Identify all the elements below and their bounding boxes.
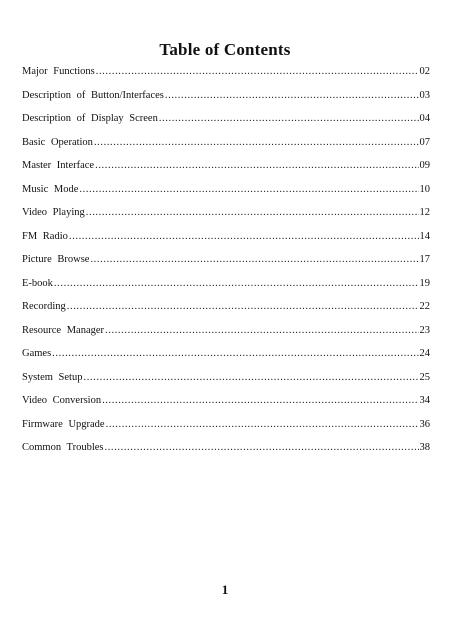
toc-entry-common-troubles[interactable] — [22, 442, 430, 466]
toc-entry-page: 10 — [419, 183, 430, 195]
toc-entry-label: E-book — [22, 277, 53, 289]
toc-entry-basic-operation[interactable] — [22, 137, 430, 161]
toc-entry-page: 23 — [419, 324, 430, 336]
toc-leader-dots — [165, 90, 419, 101]
toc-entry-page: 07 — [419, 136, 430, 148]
toc-entry-page: 09 — [419, 160, 430, 171]
toc-entry-major-functions[interactable] — [22, 66, 430, 90]
toc-entry-video-conversion[interactable] — [22, 395, 430, 419]
toc-leader-dots — [52, 348, 418, 359]
toc-entry-label: Recording — [22, 301, 66, 312]
toc-entry-recording[interactable] — [22, 301, 430, 325]
toc-leader-dots — [67, 301, 419, 312]
toc-entry-master-interface[interactable] — [22, 160, 430, 184]
toc-entry-video-playing[interactable] — [22, 207, 430, 231]
toc-leader-dots — [105, 325, 418, 336]
toc-entry-label: Common Troubles — [22, 442, 104, 453]
toc-entry-games[interactable] — [22, 348, 430, 372]
toc-entry-page: 38 — [419, 442, 430, 453]
toc-entry-description-of-button-interfaces[interactable] — [22, 90, 430, 114]
toc-leader-dots — [106, 419, 419, 430]
toc-entry-page: 02 — [419, 66, 430, 77]
toc-entry-label: Description of Display Screen — [22, 113, 158, 124]
toc-entry-page: 17 — [419, 254, 430, 265]
toc-list — [22, 66, 430, 466]
toc-entry-page: 36 — [419, 418, 430, 430]
toc-entry-page: 12 — [419, 207, 430, 218]
toc-entry-label: Firmware Upgrade — [22, 418, 105, 430]
toc-leader-dots — [94, 137, 419, 148]
toc-entry-label: System Setup — [22, 371, 83, 383]
toc-leader-dots — [79, 184, 418, 195]
toc-entry-label: Video Playing — [22, 207, 85, 218]
toc-entry-resource-manager[interactable] — [22, 325, 430, 349]
toc-leader-dots — [104, 442, 418, 453]
toc-entry-page: 03 — [419, 89, 430, 101]
toc-entry-page: 22 — [419, 301, 430, 312]
page-number: 1 — [221, 582, 229, 597]
toc-entry-fm-radio[interactable] — [22, 231, 430, 255]
toc-entry-label: Description of Button/Interfaces — [22, 89, 164, 101]
toc-leader-dots — [95, 160, 418, 171]
toc-entry-page: 14 — [419, 230, 430, 242]
toc-entry-picture-browse[interactable] — [22, 254, 430, 278]
toc-entry-label: Video Conversion — [22, 395, 102, 406]
toc-entry-label: Resource Manager — [22, 324, 105, 336]
toc-entry-page: 04 — [419, 113, 430, 124]
toc-entry-e-book[interactable] — [22, 278, 430, 302]
toc-entry-description-of-display-screen[interactable] — [22, 113, 430, 137]
toc-entry-label: Picture Browse — [22, 254, 90, 265]
toc-entry-page: 25 — [419, 371, 430, 383]
toc-entry-label: Master Interface — [22, 160, 95, 171]
toc-entry-label: Games — [22, 348, 52, 359]
toc-entry-music-mode[interactable] — [22, 184, 430, 208]
toc-leader-dots — [102, 395, 418, 406]
page-title: Table of Contents — [159, 40, 291, 59]
toc-entry-page: 24 — [419, 348, 430, 359]
toc-leader-dots — [159, 113, 419, 124]
toc-leader-dots — [83, 372, 418, 383]
toc-leader-dots — [69, 231, 419, 242]
toc-leader-dots — [54, 278, 419, 289]
toc-entry-system-setup[interactable] — [22, 372, 430, 396]
toc-entry-label: FM Radio — [22, 230, 68, 242]
toc-entry-label: Major Functions — [22, 66, 95, 77]
toc-leader-dots — [86, 207, 419, 218]
toc-entry-label: Basic Operation — [22, 136, 93, 148]
toc-entry-label: Music Mode — [22, 183, 79, 195]
toc-entry-page: 19 — [419, 277, 430, 289]
toc-leader-dots — [90, 254, 418, 265]
toc-entry-firmware-upgrade[interactable] — [22, 419, 430, 443]
toc-leader-dots — [96, 66, 419, 77]
toc-entry-page: 34 — [419, 395, 430, 406]
